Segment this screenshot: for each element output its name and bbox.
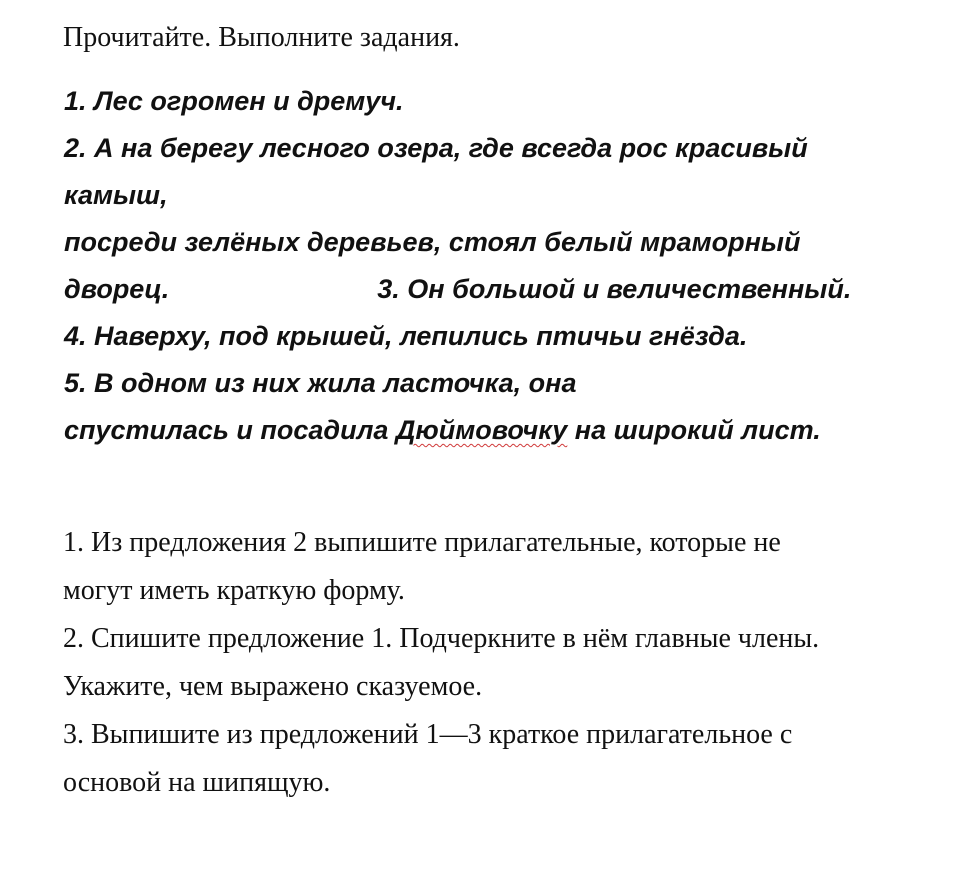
passage-line: 1. Лес огромен и дремуч. [64,86,404,116]
passage-line: 5. В одном из них жила ласточка, она [64,368,577,398]
passage-line: 4. Наверху, под крышей, лепились птичьи гнёзда. [64,321,748,351]
instruction-heading: Прочитайте. Выполните задания. [63,22,460,53]
passage-fragment: на широкий лист. [567,415,821,445]
task-line: 2. Спишите предложение 1. Подчеркните в нём главные члены. [63,623,820,654]
passage-fragment: 3. Он большой и величественный. [377,274,852,304]
task-list [63,519,958,807]
task-line: Укажите, чем выражено сказуемое. [63,671,483,702]
task-line: основой на шипящую. [63,767,331,798]
passage-line: посреди зелёных деревьев, стоял белый мраморный [64,227,801,257]
passage-line: камыш, [64,180,168,210]
task-line: 1. Из предложения 2 выпишите прилагательные, которые не [63,527,781,558]
task-line: могут иметь краткую форму. [63,575,405,606]
passage-line [64,266,959,313]
passage-fragment: дворец. [64,274,170,304]
reading-passage [64,78,959,454]
passage-fragment: спустилась и посадила [64,415,396,445]
passage-line [64,407,959,454]
task-line: 3. Выпишите из предложений 1—3 краткое прилагательное с [63,719,793,750]
passage-line: 2. А на берегу лесного озера, где всегда рос красивый [64,133,808,163]
spellcheck-marked-word[interactable]: Дюймовочку [395,415,568,445]
